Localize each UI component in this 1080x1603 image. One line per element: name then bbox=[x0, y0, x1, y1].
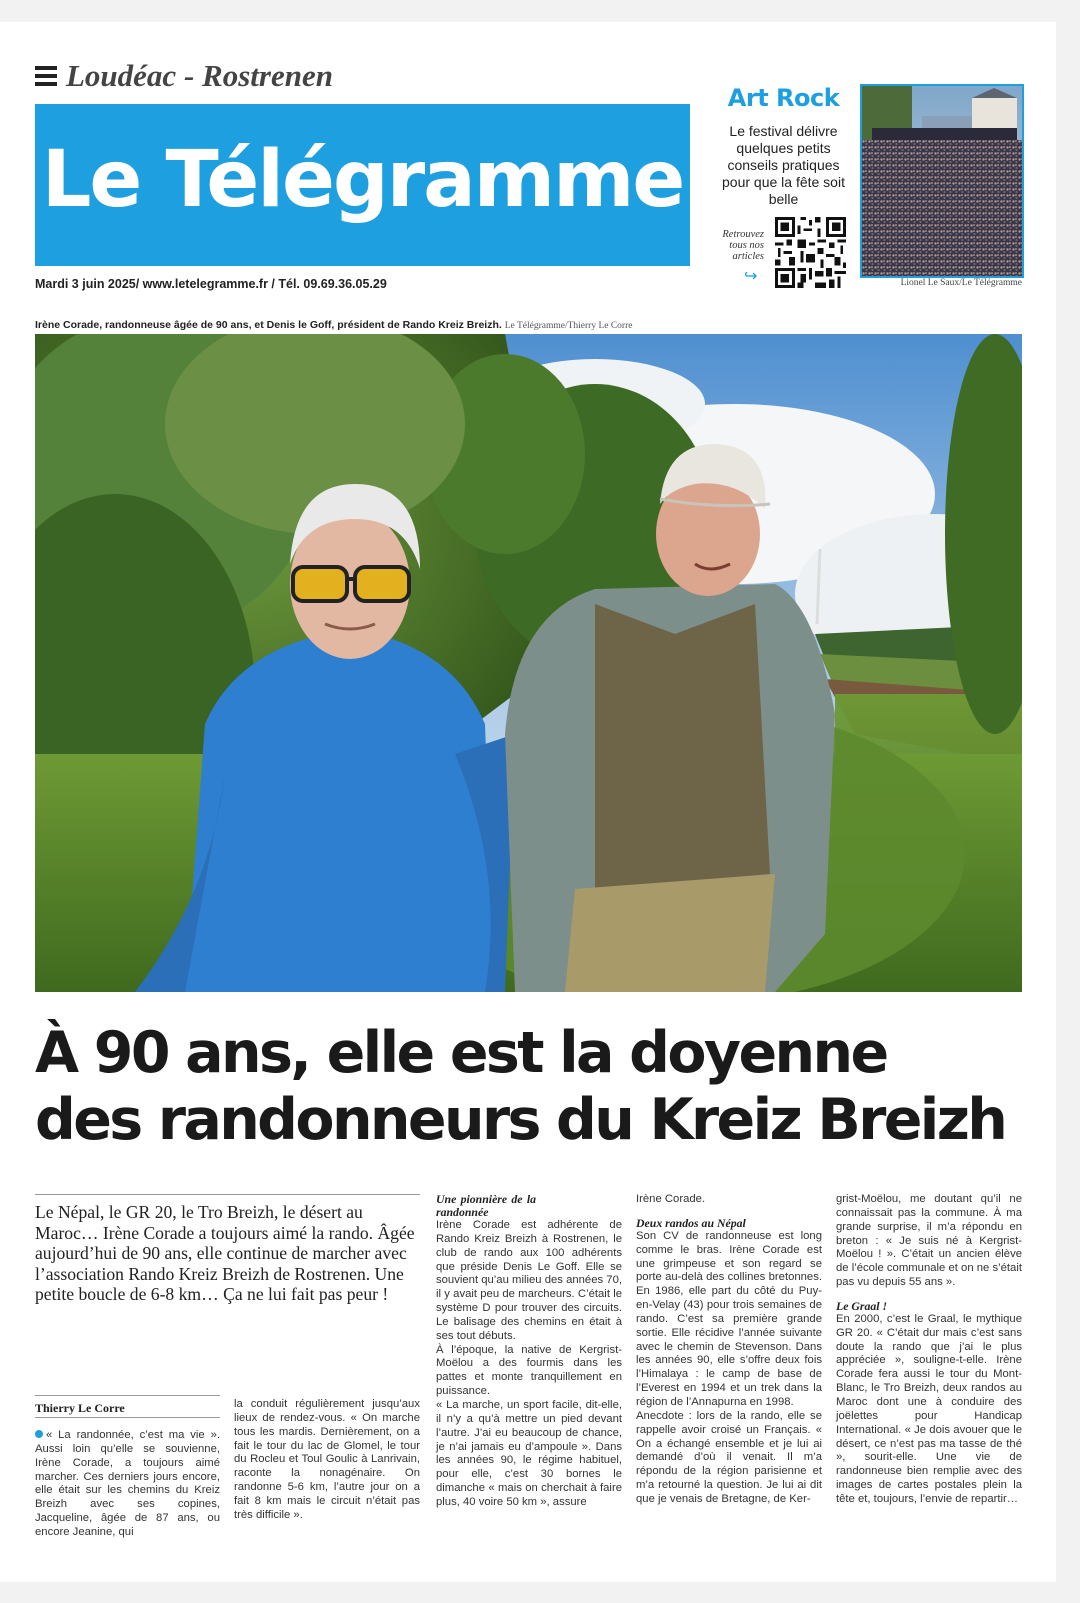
promo-text: Le festival délivre quelques petits conseils pratiques pour que la fête soit belle bbox=[722, 123, 845, 207]
curved-arrow-icon: ↪ bbox=[744, 268, 758, 285]
photo-credit: Le Télégramme/Thierry Le Corre bbox=[504, 321, 633, 331]
paragraph: « La randonnée, c’est ma vie ». Aussi loin qu’elle se souvienne, Irène Corade, a toujours aimé marcher. Ces derniers jours encore, elle était sur les chemins du Kreiz Breizh avec ses copines, Jacqueline, âgée de 87 ans, ou encore Jeanine, qui bbox=[35, 1429, 220, 1538]
edition-title bbox=[66, 58, 333, 94]
masthead-title: Le Télégramme bbox=[41, 135, 684, 225]
divider bbox=[35, 1395, 220, 1396]
paragraph: Anecdote : lors de la rando, elle se rappelle avoir croisé un Français. « On a échangé ensemble et je lui ai demandé d’où il venait. Il m’a répondu de la région parisienne et m’a retourné la question. Je lui ai dit que je venais de Bretagne, de Ker- bbox=[636, 1409, 822, 1505]
promo-photo-credit: Lionel Le Saux/Le Télégramme bbox=[900, 278, 1022, 288]
paragraph: « La marche, un sport facile, dit-elle, il n’y a qu’à mettre un pied devant l’autre. J’ai eu beaucoup de chance, je n’ai jamais eu d’ampoule ». Dans les années 90, le régime habituel, pour elle, c’est 30 bornes le dimanche « mais on cherchait à faire plus, 40 voire 50 km », assure bbox=[436, 1398, 622, 1508]
article-lead: Le Népal, le GR 20, le Tro Breizh, le désert au Maroc… Irène Corade a toujours aimé la rando. Âgée aujourd’hui de 90 ans, elle continue de marcher avec l’association Rando Kreiz Breizh de Rostrenen. Une petite boucle de 6-8 km… Ça ne lui fait pas peur ! bbox=[35, 1202, 415, 1304]
author-byline: Thierry Le Corre bbox=[35, 1401, 125, 1415]
promo-concert-photo[interactable] bbox=[860, 84, 1024, 278]
article-column-4 bbox=[636, 1193, 822, 1507]
headline-line-2: des randonneurs du Kreiz Breizh bbox=[35, 1087, 1006, 1153]
article-column-1 bbox=[35, 1429, 220, 1540]
paragraph: En 2000, c’est le Graal, le mythique GR 20. « C’était dur mais c’est sans doute la rando que j’ai le plus appréciée », souligne-t-elle. Irène Corade fera aussi le tour du Mont-Blanc, le Tro Breizh, deux randos au Maroc dont une à conduire des joëlettes pour Handicap International. « Je dois avouer que le désert, ce n’est pas ma tasse de thé », sourit-elle. Une vie de randonneuse bien remplie avec des images de cartes postales plein la tête et, toujours, l’envie de repartir… bbox=[836, 1312, 1022, 1505]
subheading: Une pionnière de la randonnée bbox=[436, 1192, 536, 1219]
article-column-5 bbox=[836, 1193, 1022, 1507]
paragraph: À l’époque, la native de Kergrist-Moëlou a des fourmis dans les pattes et monte tranquillement en puissance. bbox=[436, 1343, 622, 1398]
paragraph: grist-Moëlou, me doutant qu’il ne connaissait pas la commune. À ma grande surprise, il m’a répondu en breton : « Je suis né à Kergrist-Moëlou ! ». C’était un ancien élève de l’école communale et on ne s’était pas vu depuis 55 ans ». bbox=[836, 1193, 1022, 1289]
qr-code-icon[interactable] bbox=[775, 217, 846, 288]
paragraph: Son CV de randonneuse est long comme le bras. Irène Corade est une grimpeuse et son regard se porte au-delà des collines bretonnes. En 1986, elle part du côté du Puy-en-Velay (43) pour trois semaines de rando. C’est sa première grande sortie. Elle récidive l’année suivante avec le chemin de Stevenson. Dans les années 90, elle s’offre deux fois l’Himalaya : le camp de base de l’Everest en 1994 et un trek dans la région de l’Annapurna en 1998. bbox=[636, 1229, 822, 1408]
promo-title[interactable]: Art Rock bbox=[727, 84, 840, 112]
headline-line-1: À 90 ans, elle est la doyenne bbox=[35, 1020, 887, 1086]
menu-icon[interactable] bbox=[35, 66, 57, 86]
main-photo bbox=[35, 334, 1022, 992]
article-column-3 bbox=[436, 1193, 622, 1510]
newspaper-page bbox=[0, 22, 1056, 1582]
subheading: Le Graal ! bbox=[836, 1298, 888, 1313]
article-headline bbox=[35, 1020, 1035, 1154]
divider bbox=[35, 1194, 420, 1195]
article-column-2 bbox=[234, 1398, 420, 1523]
edition-header bbox=[35, 56, 333, 96]
masthead-banner bbox=[35, 104, 690, 266]
paragraph: la conduit régulièrement jusqu’aux lieux de rendez-vous. « On marche tous les mardis. Dernièrement, on a fait le tour du lac de Glomel, le tour du Rocleu et Toul Goulic à Lanrivain, raconte la nonagénaire. On randonne 5-6 km, l’autre jour on a fait 8 km mais le circuit n’était pas très difficile ». bbox=[234, 1398, 420, 1521]
promo-retrouvez-text: Retrouvez tous nos articles bbox=[722, 229, 764, 262]
edition-title-right: Rostrenen bbox=[202, 58, 333, 93]
dateline: Mardi 3 juin 2025/ www.letelegramme.fr / Tél. 09.69.36.05.29 bbox=[35, 277, 387, 291]
photo-caption-text: Irène Corade, randonneuse âgée de 90 ans, et Denis le Goff, président de Rando Kreiz Breizh. bbox=[35, 319, 502, 331]
subheading: Deux randos au Népal bbox=[636, 1215, 746, 1230]
edition-title-left: Loudéac bbox=[66, 58, 177, 93]
bullet-icon bbox=[35, 1430, 43, 1438]
divider bbox=[35, 1417, 220, 1418]
edition-title-separator: - bbox=[176, 58, 203, 93]
paragraph: Irène Corade. bbox=[636, 1193, 706, 1205]
photo-caption bbox=[35, 319, 632, 331]
paragraph: Irène Corade est adhérente de Rando Kreiz Breizh à Rostrenen, le club de rando aux 100 adhérents que préside Denis Le Goff. Elle se souvient qu’au milieu des années 70, il y avait peu de marcheurs. C’était le système D pour trouver des circuits. Le balisage des chemins en était à ses tout débuts. bbox=[436, 1219, 622, 1342]
